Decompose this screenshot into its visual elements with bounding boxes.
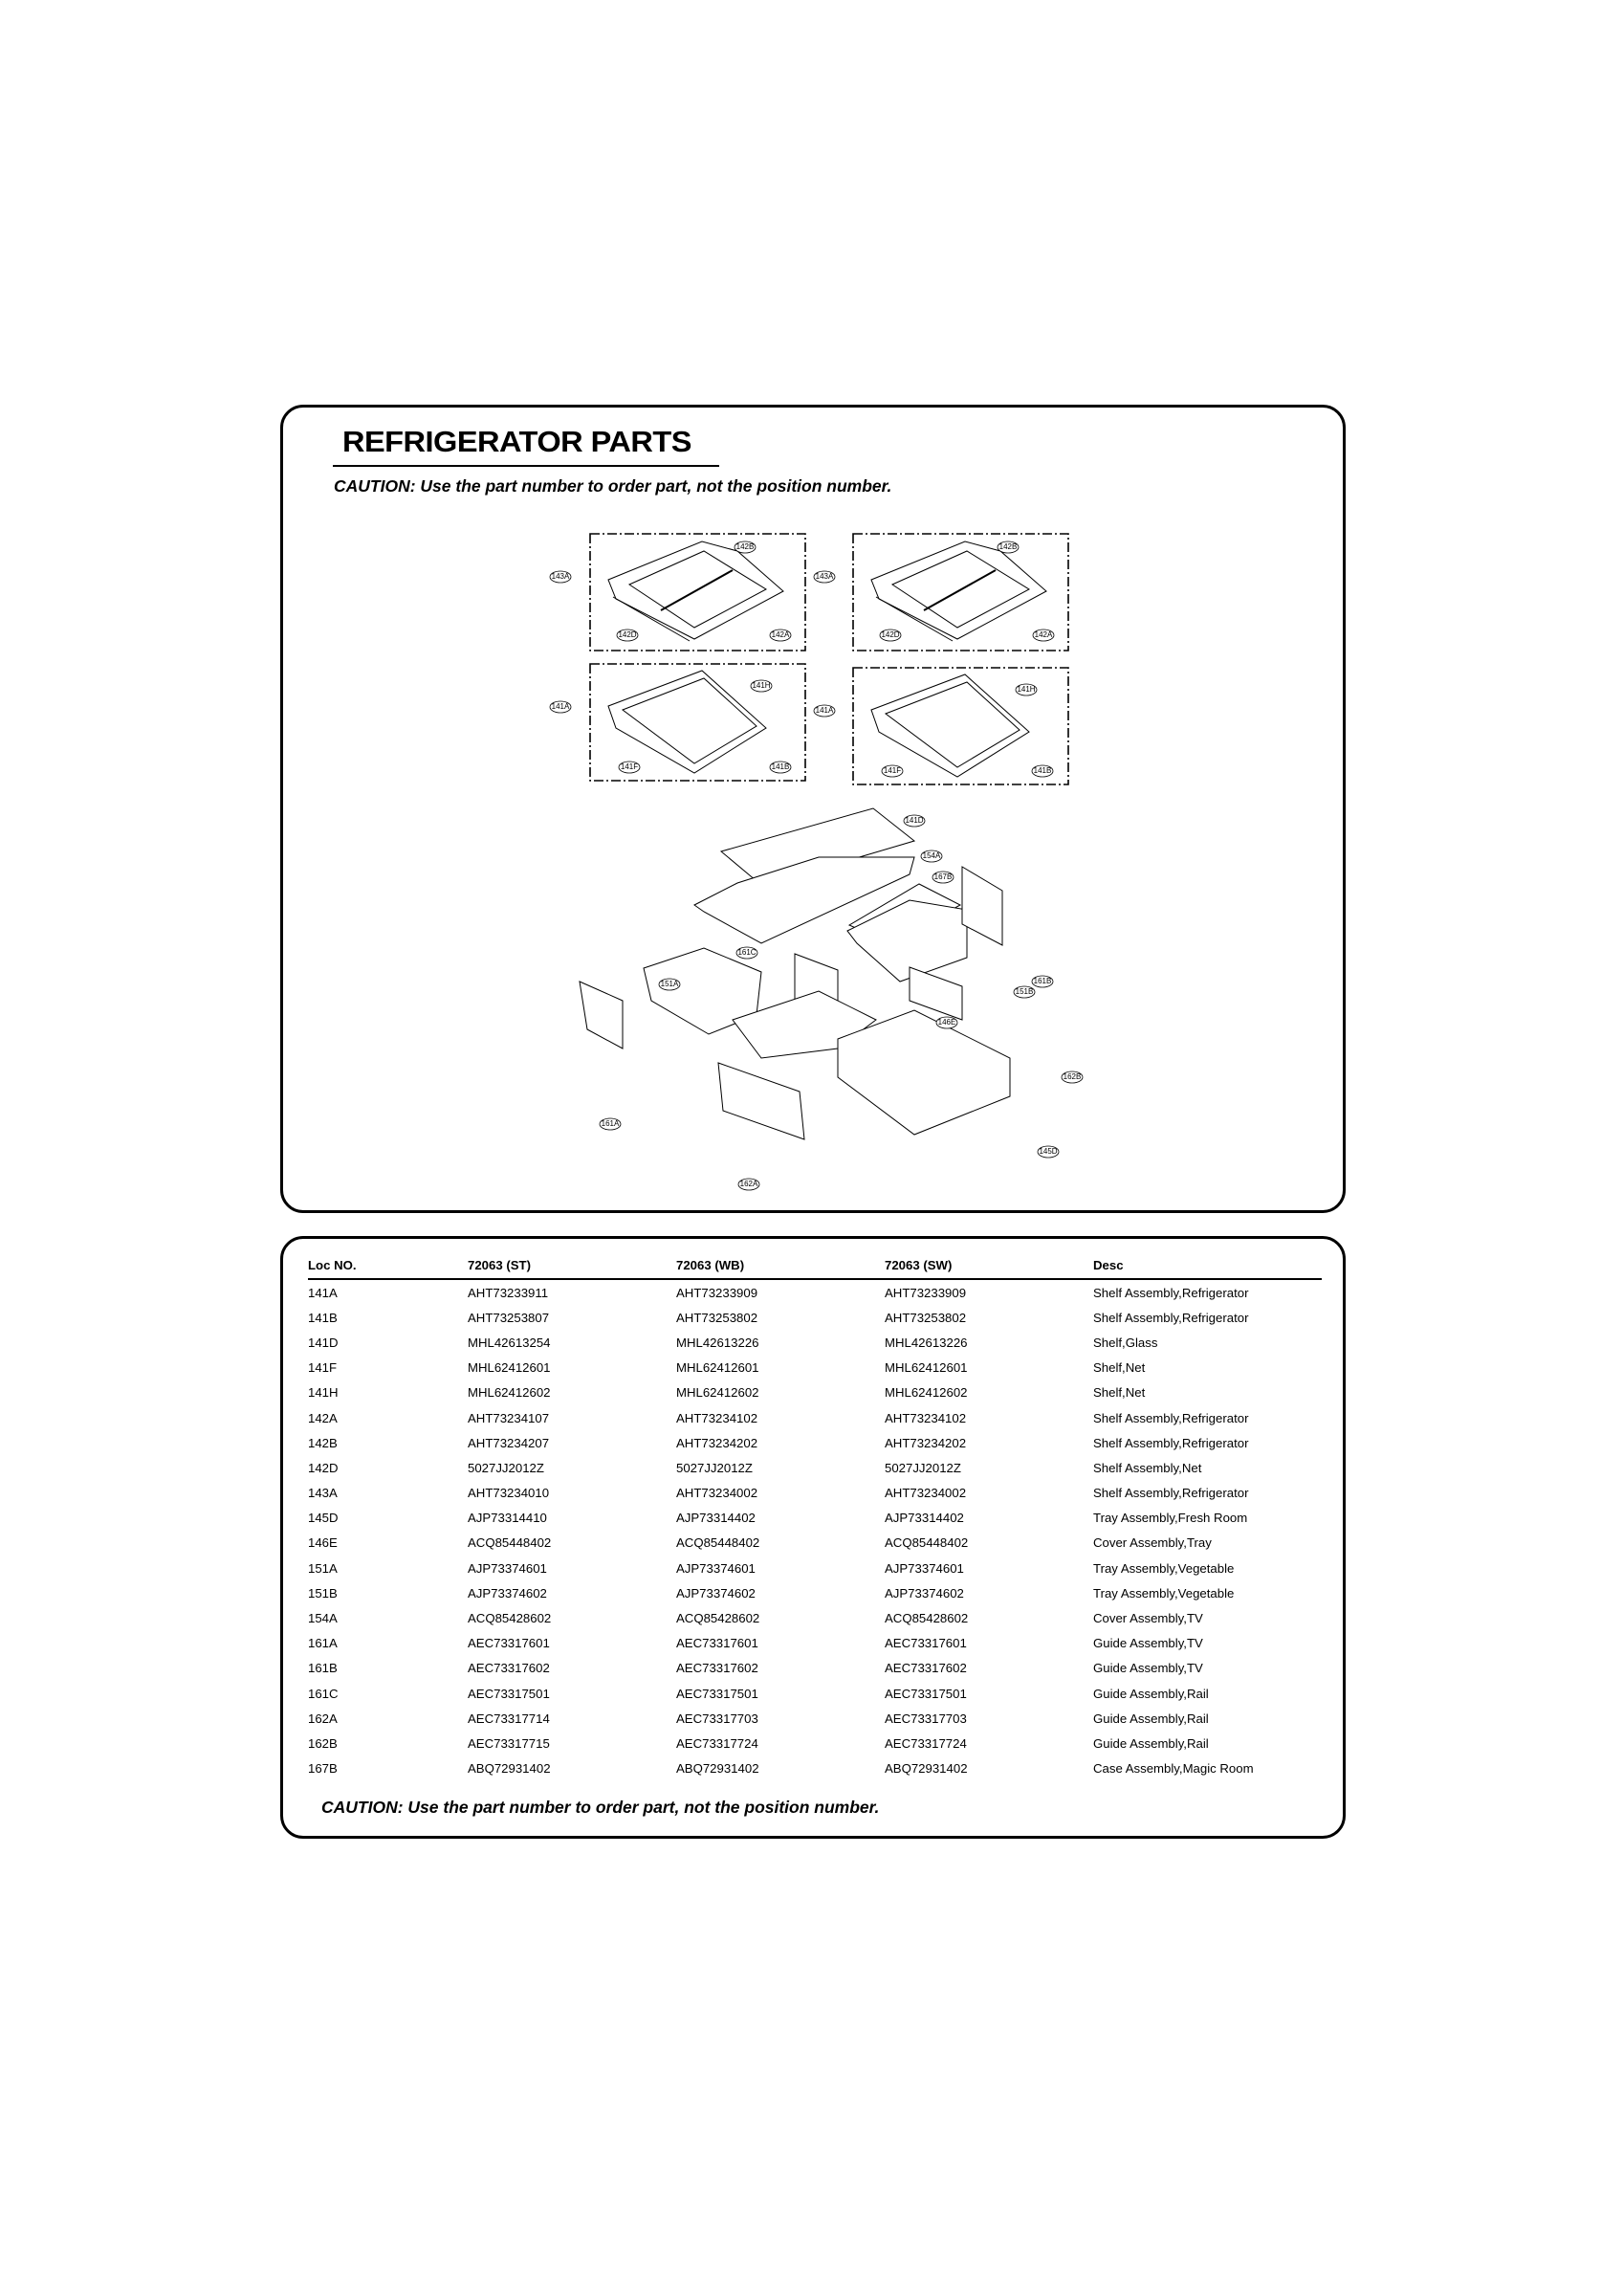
cell-loc-no: 154A <box>308 1611 338 1626</box>
callout-label: 151B <box>1015 987 1034 997</box>
callout-label: 142D <box>618 630 637 640</box>
cell-loc-no: 151B <box>308 1585 338 1601</box>
cell-part-sw: ABQ72931402 <box>885 1761 968 1777</box>
cell-part-sw: AJP73374601 <box>885 1560 964 1576</box>
cell-desc: Shelf Assembly,Refrigerator <box>1093 1486 1249 1501</box>
cell-desc: Shelf Assembly,Refrigerator <box>1093 1285 1249 1300</box>
cell-desc: Guide Assembly,Rail <box>1093 1711 1209 1726</box>
callout-label: 142B <box>735 542 755 552</box>
callout-label: 167B <box>933 872 953 882</box>
cell-part-st: AEC73317714 <box>468 1711 550 1726</box>
table-row <box>308 1706 1322 1731</box>
callout-label: 146E <box>937 1018 956 1027</box>
table-row <box>308 1631 1322 1656</box>
table-row <box>308 1481 1322 1506</box>
cell-part-wb: ACQ85428602 <box>676 1611 760 1626</box>
parts-table <box>308 1258 1322 1781</box>
cell-loc-no: 143A <box>308 1486 338 1501</box>
callout-label: 161B <box>1033 977 1052 986</box>
cell-part-wb: AEC73317602 <box>676 1661 758 1676</box>
cell-loc-no: 162A <box>308 1711 338 1726</box>
cell-loc-no: 141D <box>308 1335 339 1350</box>
cell-part-wb: AEC73317703 <box>676 1711 758 1726</box>
cell-part-st: AEC73317501 <box>468 1686 550 1701</box>
cell-part-sw: AEC73317724 <box>885 1735 967 1751</box>
cell-part-wb: AHT73234202 <box>676 1435 758 1450</box>
table-row <box>308 1380 1322 1405</box>
cell-desc: Cover Assembly,TV <box>1093 1611 1203 1626</box>
col-72063-st: 72063 (ST) <box>468 1258 676 1279</box>
cell-desc: Tray Assembly,Vegetable <box>1093 1585 1235 1601</box>
col-loc-no: Loc NO. <box>308 1258 468 1279</box>
cell-loc-no: 141H <box>308 1385 339 1401</box>
cell-part-sw: ACQ85428602 <box>885 1611 969 1626</box>
callout-label: 141D <box>905 816 924 826</box>
cell-part-sw: AEC73317602 <box>885 1661 967 1676</box>
cell-loc-no: 161C <box>308 1686 339 1701</box>
diagram-panel <box>280 405 1346 1213</box>
callout-label: 145D <box>1039 1147 1058 1157</box>
cell-part-st: AHT73234010 <box>468 1486 550 1501</box>
cell-part-sw: AHT73234002 <box>885 1486 967 1501</box>
table-row <box>308 1330 1322 1355</box>
cell-part-st: AEC73317715 <box>468 1735 550 1751</box>
callout-label: 141A <box>551 702 570 712</box>
cell-part-sw: MHL42613226 <box>885 1335 968 1350</box>
cell-loc-no: 161A <box>308 1636 338 1651</box>
cell-part-wb: AHT73253802 <box>676 1310 758 1325</box>
cell-part-sw: 5027JJ2012Z <box>885 1460 961 1475</box>
cell-part-sw: AJP73374602 <box>885 1585 964 1601</box>
cell-part-wb: AHT73234002 <box>676 1486 758 1501</box>
cell-loc-no: 142D <box>308 1460 339 1475</box>
cell-part-sw: ACQ85448402 <box>885 1535 969 1551</box>
callout-label: 141H <box>1017 685 1036 695</box>
cell-part-wb: AJP73374601 <box>676 1560 756 1576</box>
cell-loc-no: 161B <box>308 1661 338 1676</box>
cell-desc: Case Assembly,Magic Room <box>1093 1761 1254 1777</box>
table-row <box>308 1756 1322 1781</box>
cell-part-wb: AJP73374602 <box>676 1585 756 1601</box>
cell-part-st: AEC73317601 <box>468 1636 550 1651</box>
caution-note-bottom: CAUTION: Use the part number to order part, not the position number. <box>321 1798 880 1817</box>
callout-label: 142B <box>998 542 1018 552</box>
callout-label: 161C <box>737 948 757 958</box>
callout-label: 151A <box>660 980 679 989</box>
cell-part-st: ABQ72931402 <box>468 1761 551 1777</box>
cell-part-sw: AHT73253802 <box>885 1310 967 1325</box>
cell-desc: Guide Assembly,Rail <box>1093 1686 1209 1701</box>
caution-note-top: CAUTION: Use the part number to order part, not the position number. <box>334 476 892 496</box>
cell-part-st: AEC73317602 <box>468 1661 550 1676</box>
table-row <box>308 1305 1322 1330</box>
cell-part-wb: AEC73317501 <box>676 1686 758 1701</box>
cell-part-wb: MHL62412602 <box>676 1385 759 1401</box>
cell-loc-no: 142B <box>308 1435 338 1450</box>
parts-list-panel <box>280 1236 1346 1839</box>
cell-desc: Cover Assembly,Tray <box>1093 1535 1212 1551</box>
cell-part-st: AJP73374601 <box>468 1560 547 1576</box>
col-72063-sw: 72063 (SW) <box>885 1258 1093 1279</box>
cell-part-sw: AJP73314402 <box>885 1511 964 1526</box>
callout-label: 141A <box>815 706 834 716</box>
table-row <box>308 1556 1322 1580</box>
cell-part-st: ACQ85448402 <box>468 1535 552 1551</box>
table-row <box>308 1731 1322 1755</box>
cell-part-st: AHT73253807 <box>468 1310 550 1325</box>
cell-part-wb: AJP73314402 <box>676 1511 756 1526</box>
cell-loc-no: 167B <box>308 1761 338 1777</box>
cell-loc-no: 141F <box>308 1360 338 1376</box>
callout-label: 141H <box>752 681 771 691</box>
callout-label: 141B <box>771 762 790 772</box>
cell-loc-no: 142A <box>308 1410 338 1425</box>
col-desc: Desc <box>1093 1258 1322 1279</box>
cell-part-st: AJP73314410 <box>468 1511 547 1526</box>
cell-part-sw: AEC73317601 <box>885 1636 967 1651</box>
cell-desc: Guide Assembly,TV <box>1093 1661 1203 1676</box>
col-72063-wb: 72063 (WB) <box>676 1258 885 1279</box>
cell-desc: Shelf,Glass <box>1093 1335 1158 1350</box>
cell-part-wb: 5027JJ2012Z <box>676 1460 753 1475</box>
callout-label: 162A <box>739 1180 758 1189</box>
callout-label: 142A <box>771 630 790 640</box>
table-row <box>308 1405 1322 1430</box>
cell-part-wb: AHT73233909 <box>676 1285 758 1300</box>
table-row <box>308 1356 1322 1380</box>
cell-part-st: MHL62412601 <box>468 1360 551 1376</box>
exploded-parts-diagram <box>283 408 1343 1210</box>
callout-label: 161A <box>601 1119 620 1129</box>
cell-part-st: AJP73374602 <box>468 1585 547 1601</box>
table-row <box>308 1455 1322 1480</box>
table-row <box>308 1531 1322 1556</box>
cell-part-sw: AEC73317703 <box>885 1711 967 1726</box>
cell-desc: Guide Assembly,Rail <box>1093 1735 1209 1751</box>
callout-label: 141B <box>1033 766 1052 776</box>
cell-part-st: MHL42613254 <box>468 1335 551 1350</box>
cell-desc: Shelf Assembly,Refrigerator <box>1093 1435 1249 1450</box>
callout-label: 143A <box>551 572 570 582</box>
cell-loc-no: 141A <box>308 1285 338 1300</box>
cell-part-sw: MHL62412601 <box>885 1360 968 1376</box>
callout-label: 142D <box>881 630 900 640</box>
cell-part-wb: ACQ85448402 <box>676 1535 760 1551</box>
cell-part-st: 5027JJ2012Z <box>468 1460 544 1475</box>
cell-part-wb: MHL42613226 <box>676 1335 759 1350</box>
table-row <box>308 1279 1322 1305</box>
cell-part-st: AHT73234207 <box>468 1435 550 1450</box>
cell-desc: Shelf,Net <box>1093 1385 1146 1401</box>
callout-label: 154A <box>922 851 941 861</box>
cell-part-st: AHT73234107 <box>468 1410 550 1425</box>
cell-part-wb: AHT73234102 <box>676 1410 758 1425</box>
cell-desc: Tray Assembly,Fresh Room <box>1093 1511 1248 1526</box>
cell-part-sw: AHT73234202 <box>885 1435 967 1450</box>
table-row <box>308 1605 1322 1630</box>
page-title: REFRIGERATOR PARTS <box>342 425 691 458</box>
cell-loc-no: 162B <box>308 1735 338 1751</box>
table-row <box>308 1580 1322 1605</box>
table-row <box>308 1430 1322 1455</box>
callout-label: 143A <box>815 572 834 582</box>
cell-loc-no: 151A <box>308 1560 338 1576</box>
cell-part-sw: AHT73234102 <box>885 1410 967 1425</box>
table-row <box>308 1656 1322 1681</box>
cell-part-sw: AHT73233909 <box>885 1285 967 1300</box>
callout-label: 141F <box>620 762 639 772</box>
cell-desc: Shelf,Net <box>1093 1360 1146 1376</box>
table-header-row <box>308 1258 1322 1279</box>
cell-part-wb: MHL62412601 <box>676 1360 759 1376</box>
cell-part-st: ACQ85428602 <box>468 1611 552 1626</box>
cell-loc-no: 146E <box>308 1535 338 1551</box>
cell-part-sw: AEC73317501 <box>885 1686 967 1701</box>
cell-desc: Shelf Assembly,Net <box>1093 1460 1202 1475</box>
cell-part-sw: MHL62412602 <box>885 1385 968 1401</box>
cell-desc: Guide Assembly,TV <box>1093 1636 1203 1651</box>
table-row <box>308 1681 1322 1706</box>
cell-loc-no: 141B <box>308 1310 338 1325</box>
table-row <box>308 1506 1322 1531</box>
callout-label: 141F <box>883 766 902 776</box>
cell-part-wb: AEC73317724 <box>676 1735 758 1751</box>
cell-part-st: AHT73233911 <box>468 1285 549 1300</box>
cell-desc: Shelf Assembly,Refrigerator <box>1093 1410 1249 1425</box>
cell-part-st: MHL62412602 <box>468 1385 551 1401</box>
cell-desc: Tray Assembly,Vegetable <box>1093 1560 1235 1576</box>
callout-label: 142A <box>1034 630 1053 640</box>
cell-desc: Shelf Assembly,Refrigerator <box>1093 1310 1249 1325</box>
cell-loc-no: 145D <box>308 1511 339 1526</box>
cell-part-wb: AEC73317601 <box>676 1636 758 1651</box>
cell-part-wb: ABQ72931402 <box>676 1761 759 1777</box>
callout-label: 162B <box>1063 1072 1082 1082</box>
